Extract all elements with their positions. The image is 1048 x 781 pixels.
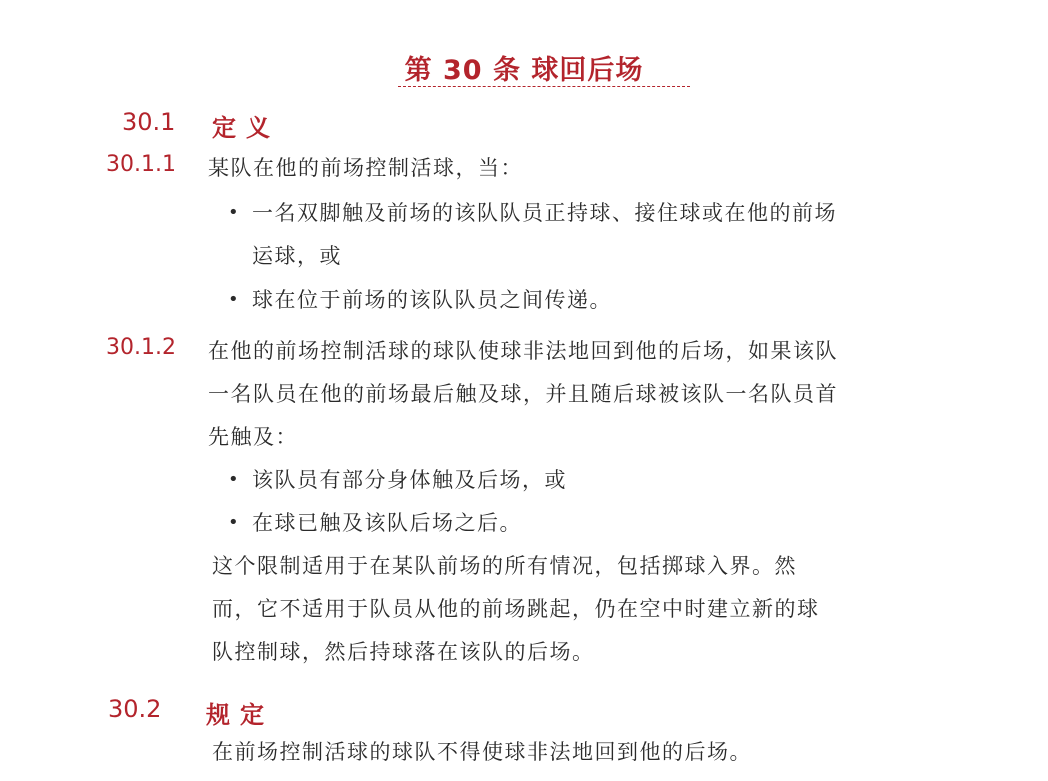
clause-text-line: 一名队员在他的前场最后触及球，并且随后球被该队一名队员首 <box>208 382 838 406</box>
section-number: 30.2 <box>108 695 162 723</box>
bullet-text-line: 运球，或 <box>252 244 342 268</box>
note-text-line: 队控制球，然后持球落在该队的后场。 <box>212 640 595 664</box>
clause-text: 某队在他的前场控制活球，当： <box>208 156 523 180</box>
clause-text-line: 先触及： <box>208 425 298 449</box>
rule-text: 在前场控制活球的球队不得使球非法地回到他的后场。 <box>212 740 752 764</box>
bullet-text-line: 一名双脚触及前场的该队队员正持球、接住球或在他的前场 <box>252 201 837 225</box>
title-dashed-underline <box>398 86 690 87</box>
article-title: 第 30 条 球回后场 <box>404 55 644 86</box>
bullet-icon: • <box>228 469 239 490</box>
bullet-text-line: 球在位于前场的该队队员之间传递。 <box>252 288 612 312</box>
bullet-text-line: 在球已触及该队后场之后。 <box>252 511 522 535</box>
clause-number: 30.1.2 <box>106 335 176 360</box>
bullet-icon: • <box>228 512 239 533</box>
bullet-text-line: 该队员有部分身体触及后场，或 <box>252 468 567 492</box>
section-heading: 规定 <box>206 701 274 729</box>
clause-number: 30.1.1 <box>106 152 176 177</box>
section-number: 30.1 <box>122 108 176 136</box>
clause-text-line: 在他的前场控制活球的球队使球非法地回到他的后场，如果该队 <box>208 339 838 363</box>
section-heading: 定义 <box>212 114 280 142</box>
bullet-icon: • <box>228 202 239 223</box>
bullet-icon: • <box>228 289 239 310</box>
note-text-line: 这个限制适用于在某队前场的所有情况，包括掷球入界。然 <box>212 554 797 578</box>
note-text-line: 而，它不适用于队员从他的前场跳起，仍在空中时建立新的球 <box>212 597 820 621</box>
